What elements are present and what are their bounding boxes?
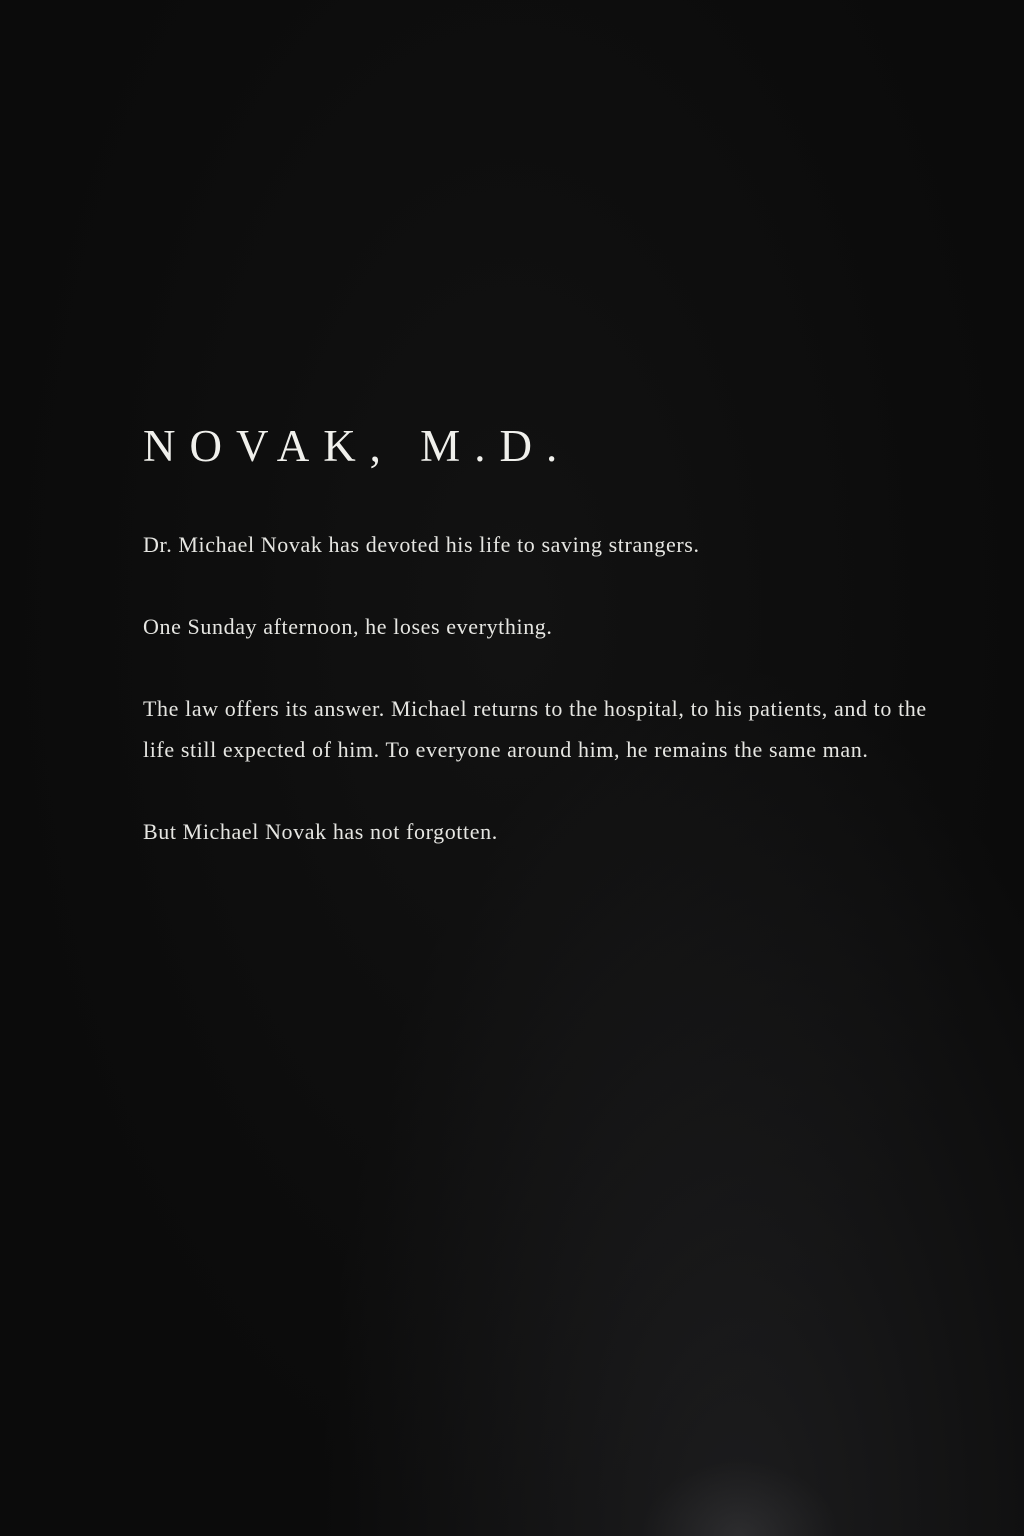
paragraph-4: But Michael Novak has not forgotten. — [143, 819, 498, 844]
bottom-light-glow — [640, 1460, 840, 1536]
paragraph-3: The law offers its answer. Michael returns to the hospital, to his patients, and to the life still expected of him. To everyone around him, he remains the same man. — [143, 696, 927, 762]
paragraph-2: One Sunday afternoon, he loses everything. — [143, 614, 553, 639]
paragraph-1: Dr. Michael Novak has devoted his life to saving strangers. — [143, 532, 700, 557]
synopsis-block — [143, 418, 933, 852]
page-title: NOVAK, M.D. — [143, 421, 572, 471]
